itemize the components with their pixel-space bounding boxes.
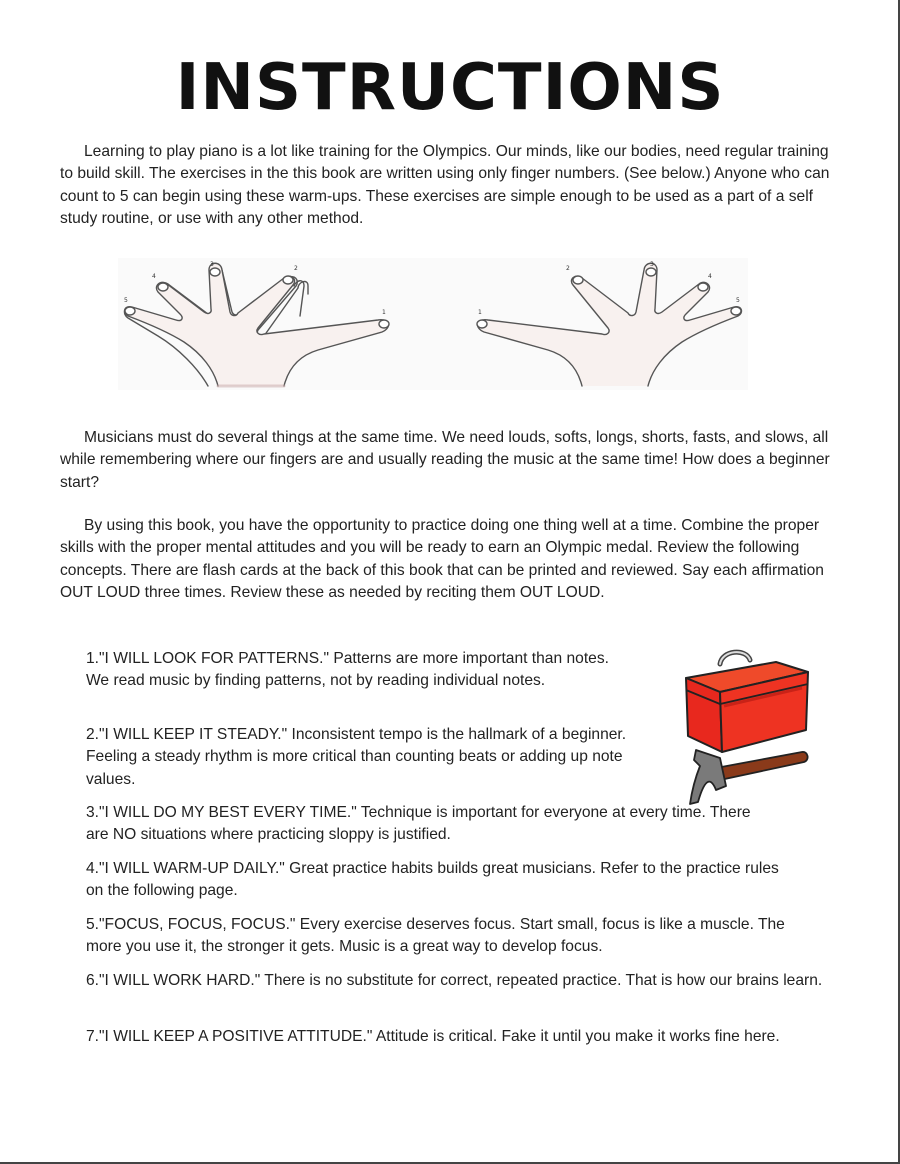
hands-finger-numbers-illustration bbox=[118, 258, 748, 390]
page-title: INSTRUCTIONS bbox=[175, 51, 725, 125]
list-item: 1."I WILL LOOK FOR PATTERNS." Patterns are more important than notes. We read music by finding patterns, not by reading individual notes. bbox=[86, 650, 609, 690]
finger-label-1-right: 1 bbox=[478, 309, 482, 316]
list-item: 2."I WILL KEEP IT STEADY." Inconsistent tempo is the hallmark of a beginner. Feeling a steady rhythm is more critical than counting beats or adding up note values. bbox=[86, 726, 627, 788]
list-item: 3."I WILL DO MY BEST EVERY TIME." Technique is important for everyone at every time. There are NO situations where practicing sloppy is justified. bbox=[86, 804, 751, 844]
hammer-icon bbox=[690, 750, 808, 804]
book-usage-paragraph: By using this book, you have the opportunity to practice doing one thing well at a time. Combine the proper skills with the proper mental attitudes and you will be ready to earn an Olympic medal. Review the following concepts. There are flash cards at the back of this book that can be printed and reviewed. Say each affirmation OUT LOUD three times. Review these as needed by reciting them OUT LOUD. bbox=[60, 517, 824, 602]
finger-label-4-left: 4 bbox=[152, 273, 156, 280]
musicians-paragraph: Musicians must do several things at the same time. We need louds, softs, longs, shorts, fasts, and slows, all while remembering where our fingers are and usually reading the music at the same time! How does a beginner start? bbox=[60, 429, 830, 491]
finger-label-2-left: 2 bbox=[294, 265, 298, 272]
finger-label-1-left: 1 bbox=[382, 309, 386, 316]
intro-paragraph: Learning to play piano is a lot like training for the Olympics. Our minds, like our bodies, need regular training to build skill. The exercises in the this book are written using only finger numbers. (See below.) Anyone who can count to 5 can begin using these warm-ups. These exercises are simple enough to be used as a part of a self study routine, or use with any other method. bbox=[60, 143, 830, 228]
finger-label-5-left: 5 bbox=[124, 297, 128, 304]
toolbox-hammer-icon bbox=[676, 640, 816, 815]
list-item: 6."I WILL WORK HARD." There is no substitute for correct, repeated practice. That is how our brains learn. bbox=[86, 972, 823, 989]
finger-label-3-left: 3 bbox=[210, 261, 214, 268]
finger-label-3-right: 3 bbox=[650, 261, 654, 268]
finger-label-2-right: 2 bbox=[566, 265, 570, 272]
list-item: 4."I WILL WARM-UP DAILY." Great practice habits builds great musicians. Refer to the practice rules on the following page. bbox=[86, 860, 779, 900]
finger-label-5-right: 5 bbox=[736, 297, 740, 304]
list-item: 7."I WILL KEEP A POSITIVE ATTITUDE." Attitude is critical. Fake it until you make it works fine here. bbox=[86, 1028, 780, 1045]
finger-label-4-right: 4 bbox=[708, 273, 712, 280]
list-item: 5."FOCUS, FOCUS, FOCUS." Every exercise deserves focus. Start small, focus is like a muscle. The more you use it, the stronger it gets. Music is a great way to develop focus. bbox=[86, 916, 785, 956]
